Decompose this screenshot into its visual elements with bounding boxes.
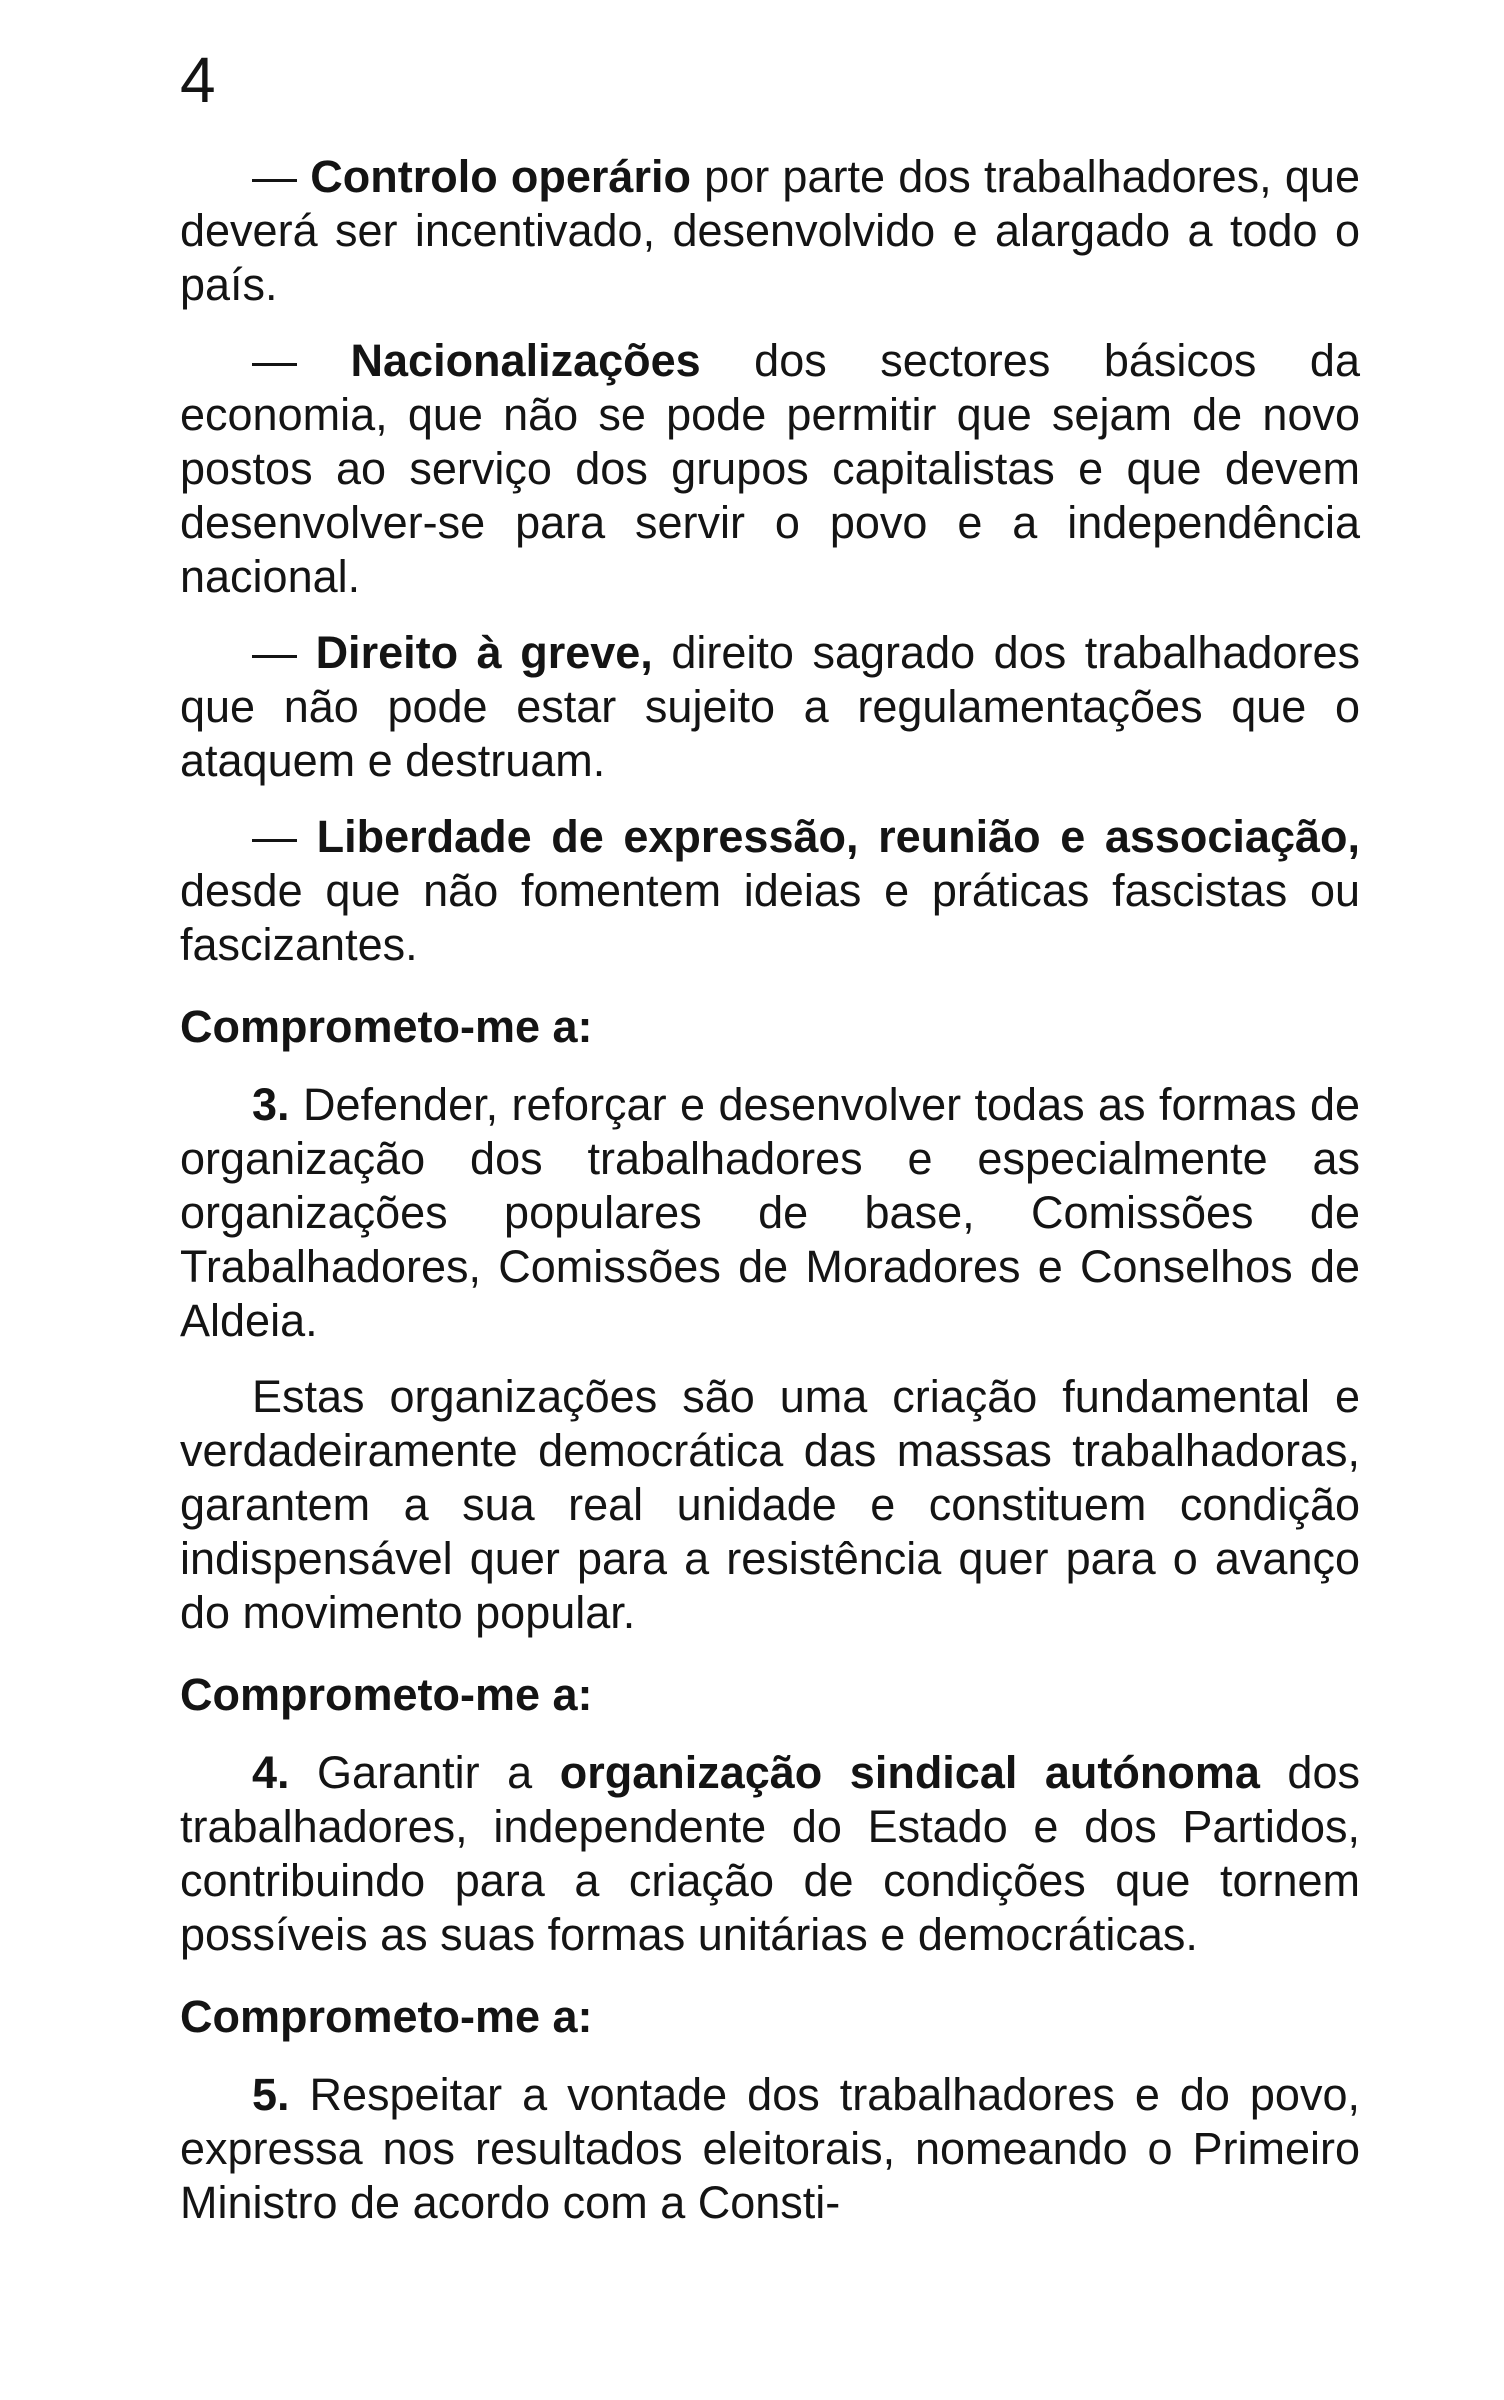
item-text: dos sectores básicos da economia, que não se pode permitir que sejam de novo postos ao serviço dos grupos capitalistas e que devem desenvolver-se para servir o povo e a independência nacional. [180,335,1360,602]
item-text: direito sagrado dos trabalhadores que não pode estar sujeito a regulamentações que o ataquem e destruam. [180,627,1360,786]
point-emphasis: organização sindical autónoma [559,1747,1260,1798]
em-dash: — [252,811,297,862]
paragraph-organizations: Estas organizações são uma criação fundamental e verdadeiramente democrática das massas trabalhadoras, garantem a sua real unidade e constituem condição indispensável quer para a resistência quer para o avanço do movimento popular. [180,1371,1360,1638]
point-text: Defender, reforçar e desenvolver todas as formas de organização dos trabalhadores e especialmente as organizações populares de base, Comissões de Trabalhadores, Comissões de Moradores e Conselhos de Aldeia. [180,1079,1360,1346]
heading-comprometo-1: Comprometo-me a: [180,1001,593,1052]
em-dash: — [252,627,297,678]
heading-comprometo-2: Comprometo-me a: [180,1669,593,1720]
point-4 [180,1746,1360,1962]
point-5 [180,2068,1360,2230]
heading-comprometo-3: Comprometo-me a: [180,1991,593,2042]
point-text-after: dos trabalhadores, independente do Estado e dos Partidos, contribuindo para a criação de condições que tornem possíveis as suas formas unitárias e democráticas. [180,1747,1360,1960]
page-number: 4 [180,44,216,116]
item-controlo-operario [180,150,1360,312]
item-title: Direito à greve, [315,627,653,678]
item-title: Liberdade de expressão, reunião e associação, [316,811,1360,862]
item-nacionalizacoes [180,334,1360,604]
item-title: Nacionalizações [350,335,701,386]
em-dash: — [252,151,297,202]
point-3 [180,1078,1360,1348]
document-body [180,150,1360,2252]
em-dash: — [252,335,297,386]
item-liberdade-expressao [180,810,1360,972]
item-text: por parte dos trabalhadores, que deverá ser incentivado, desenvolvido e alargado a todo o país. [180,151,1360,310]
point-number: 5. [252,2069,290,2120]
point-text-before: Garantir a [289,1747,560,1798]
item-text: desde que não fomentem ideias e práticas fascistas ou fascizantes. [180,865,1360,970]
point-number: 4. [252,1747,290,1798]
item-title: Controlo operário [310,151,691,202]
point-number: 3. [252,1079,290,1130]
item-direito-greve [180,626,1360,788]
point-text: Respeitar a vontade dos trabalhadores e do povo, expressa nos resultados eleitorais, nomeando o Primeiro Ministro de acordo com a Consti- [180,2069,1360,2228]
